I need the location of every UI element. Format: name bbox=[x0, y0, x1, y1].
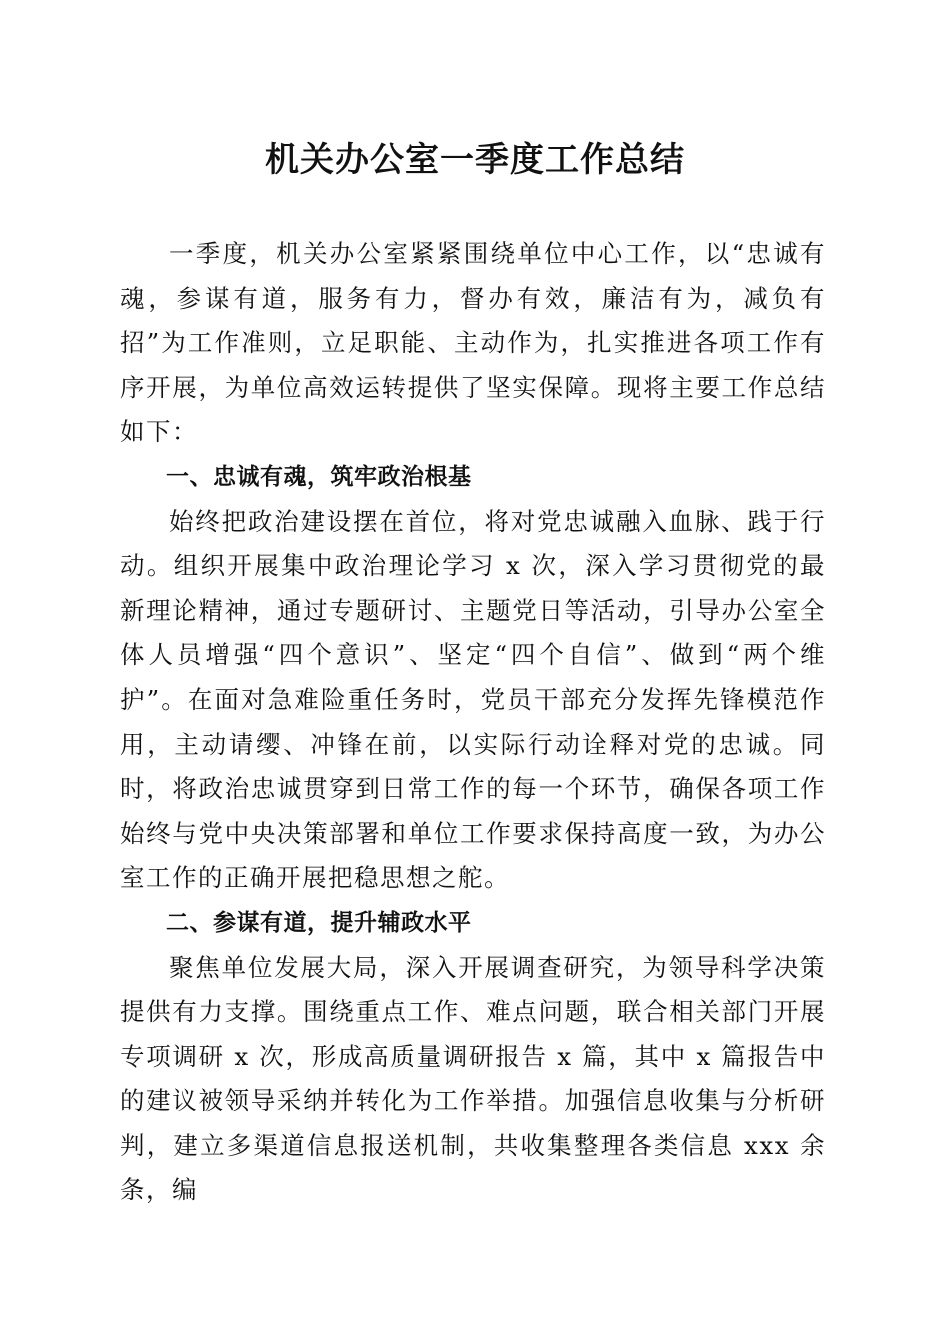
section-heading-2: 二、参谋有道，提升辅政水平 bbox=[166, 909, 472, 936]
intro-paragraph: 一季度，机关办公室紧紧围绕单位中心工作，以“忠诚有魂，参谋有道，服务有力，督办有效，廉洁有为，减负有招”为工作准则，立足职能、主动作为，扎实推进各项工作有序开展，为单位高效运转提供了坚实保障。现将主要工作总结如下： bbox=[120, 239, 826, 447]
section-paragraph-1: 始终把政治建设摆在首位，将对党忠诚融入血脉、践于行动。组织开展集中政治理论学习 x 次，深入学习贯彻党的最新理论精神，通过专题研讨、主题党日等活动，引导办公室全体人员增强“四个意识”、坚定“四个自信”、做到“两个维护”。在面对急难险重任务时，党员干部充分发挥先锋模范作用，主动请缨、冲锋在前，以实际行动诠释对党的忠诚。同时，将政治忠诚贯穿到日常工作的每一个环节，确保各项工作始终与党中央决策部署和单位工作要求保持高度一致，为办公室工作的正确开展把稳思想之舵。 bbox=[120, 506, 826, 893]
document-title: 机关办公室一季度工作总结 bbox=[265, 140, 685, 180]
document-body bbox=[120, 232, 826, 1213]
section-paragraph-2: 聚焦单位发展大局，深入开展调查研究，为领导科学决策提供有力支撑。围绕重点工作、难点问题，联合相关部门开展专项调研 x 次，形成高质量调研报告 x 篇，其中 x 篇报告中的建议被领导采纳并转化为工作举措。加强信息收集与分析研判，建立多渠道信息报送机制，共收集整理各类信息 xxx 余条，编 bbox=[120, 952, 826, 1205]
section-heading-1: 一、忠诚有魂，筑牢政治根基 bbox=[166, 463, 472, 490]
